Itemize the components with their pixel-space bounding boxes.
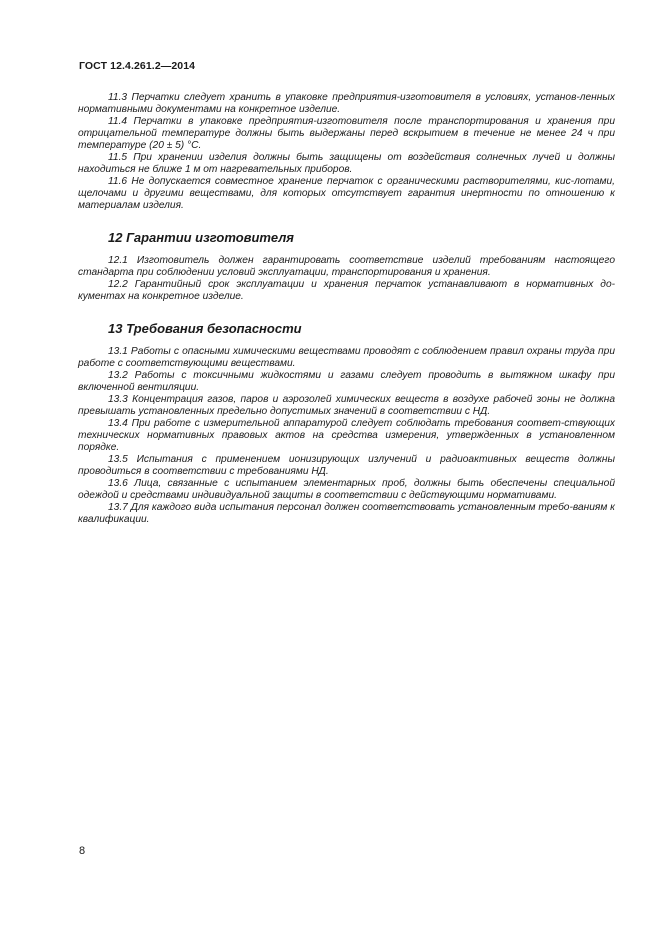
paragraph-13-7: 13.7 Для каждого вида испытания персонал должен соответствовать установленным требо-ваниям к квалификации. [78, 502, 615, 525]
paragraph-13-4: 13.4 При работе с измерительной аппаратурой следует соблюдать требования соответ-ствующих технических нормативных правовых актов на средства измерения, утвержденных в установленном порядке. [78, 418, 615, 453]
page-number: 8 [79, 845, 86, 857]
paragraph-13-6: 13.6 Лица, связанные с испытанием элементарных проб, должны быть обеспечены специальной одеждой и средствами индивидуальной защиты в соответствии с действующими нормативами. [78, 478, 615, 501]
paragraph-13-2: 13.2 Работы с токсичными жидкостями и газами следует проводить в вытяжном шкафу при включенной вентиляции. [78, 370, 615, 393]
spacer [78, 212, 615, 230]
paragraph-11-6: 11.6 Не допускается совместное хранение перчаток с органическими растворителями, кис-лотами, щелочами и другими веществами, для которых отсутствует гарантия инертности по отношению к материалам изделия. [78, 176, 615, 211]
document-header: ГОСТ 12.4.261.2—2014 [79, 60, 196, 72]
spacer [78, 337, 615, 346]
spacer [78, 246, 615, 255]
section-13-title: 13 Требования безопасности [108, 321, 302, 336]
paragraph-11-5: 11.5 При хранении изделия должны быть защищены от воздействия солнечных лучей и должны находиться не ближе 1 м от нагревательных приборов. [78, 152, 615, 175]
paragraph-13-1: 13.1 Работы с опасными химическими веществами проводят с соблюдением правил охраны труда при работе с соответствующими веществами. [78, 346, 615, 369]
paragraph-12-2: 12.2 Гарантийный срок эксплуатации и хранения перчаток устанавливают в нормативных до-кументах на конкретное изделие. [78, 279, 615, 302]
paragraph-11-4: 11.4 Перчатки в упаковке предприятия-изготовителя после транспортирования и хранения при отрицательной температуре должны быть выдержаны перед вскрытием в течение не менее 24 ч при температуре (20 ± 5) °С. [78, 116, 615, 151]
paragraph-12-1: 12.1 Изготовитель должен гарантировать соответствие изделий требованиям настоящего стандарта при соблюдении условий эксплуатации, транспортирования и хранения. [78, 255, 615, 278]
spacer [78, 303, 615, 321]
section-12-title: 12 Гарантии изготовителя [108, 230, 294, 245]
document-body [78, 92, 615, 526]
paragraph-11-3: 11.3 Перчатки следует хранить в упаковке предприятия-изготовителя в условиях, установ-ленных нормативными документами на конкретное изделие. [78, 92, 615, 115]
paragraph-13-3: 13.3 Концентрация газов, паров и аэрозолей химических веществ в воздухе рабочей зоны не должна превышать установленных предельно допустимых значений в соответствии с НД. [78, 394, 615, 417]
paragraph-13-5: 13.5 Испытания с применением ионизирующих излучений и радиоактивных веществ должны проводиться в соответствии с требованиями НД. [78, 454, 615, 477]
